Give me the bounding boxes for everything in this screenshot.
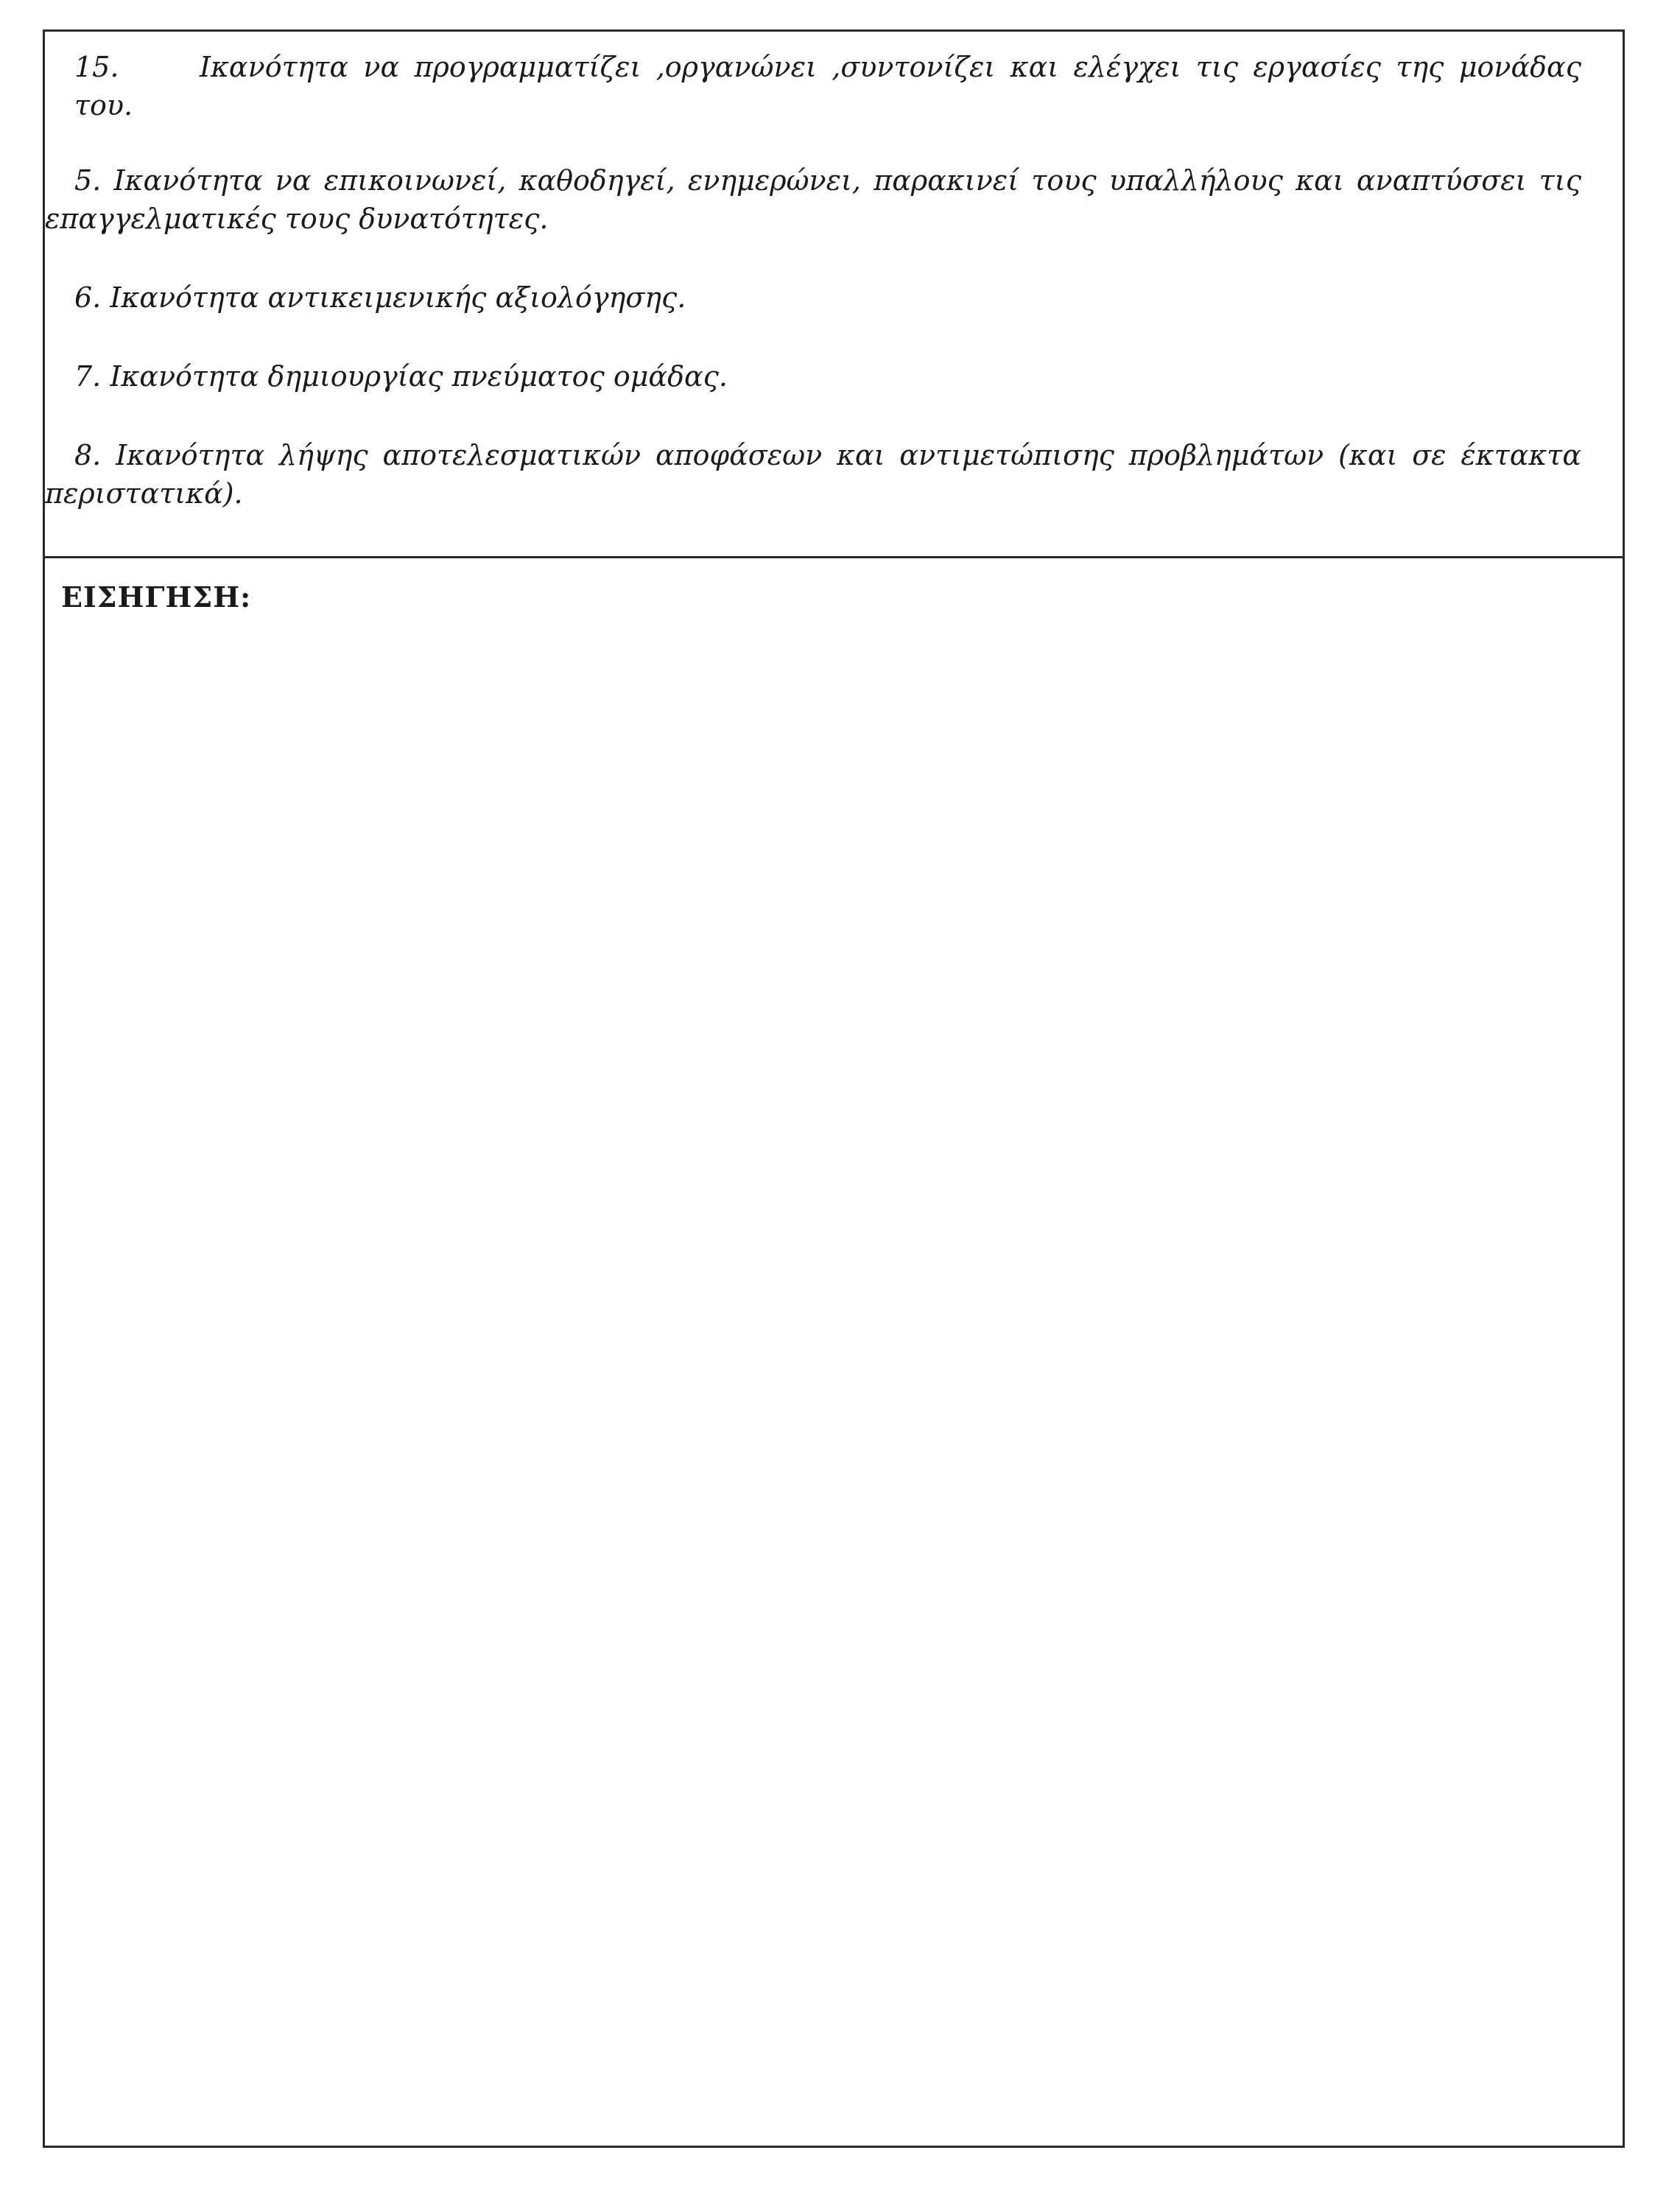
- criterion-number: 5.: [74, 164, 102, 197]
- criterion-text: Ικανότητα αντικειμενικής αξιολόγησης.: [110, 281, 686, 314]
- criteria-section: [45, 32, 1623, 558]
- criterion-6: [45, 278, 1581, 317]
- recommendation-field[interactable]: [61, 628, 1606, 2131]
- recommendation-label: ΕΙΣΗΓΗΣΗ:: [61, 580, 252, 614]
- criterion-text: Ικανότητα λήψης αποτελεσματικών αποφάσεων και αντιμετώπισης προβλημάτων (και σε έκτακτα περιστατικά).: [45, 439, 1581, 510]
- evaluation-form-box: [43, 29, 1625, 2148]
- criterion-number: 7.: [74, 360, 102, 393]
- criterion-text: Ικανότητα να προγραμματίζει ,οργανώνει ,συντονίζει και ελέγχει τις εργασίες της μονάδας του.: [74, 51, 1581, 122]
- criterion-text: Ικανότητα δημιουργίας πνεύματος ομάδας.: [110, 360, 728, 393]
- criterion-number: 15.: [74, 51, 119, 83]
- criterion-7: [45, 357, 1581, 396]
- criterion-15: [45, 48, 1581, 124]
- criterion-5: [45, 161, 1581, 238]
- recommendation-section: [45, 558, 1623, 2146]
- criterion-8: [45, 436, 1581, 513]
- criterion-number: 8.: [74, 439, 102, 471]
- criterion-number: 6.: [74, 281, 102, 314]
- criterion-text: Ικανότητα να επικοινωνεί, καθοδηγεί, ενημερώνει, παρακινεί τους υπαλλήλους και αναπτύσσει τις επαγγελματικές τους δυνατότητες.: [45, 164, 1581, 235]
